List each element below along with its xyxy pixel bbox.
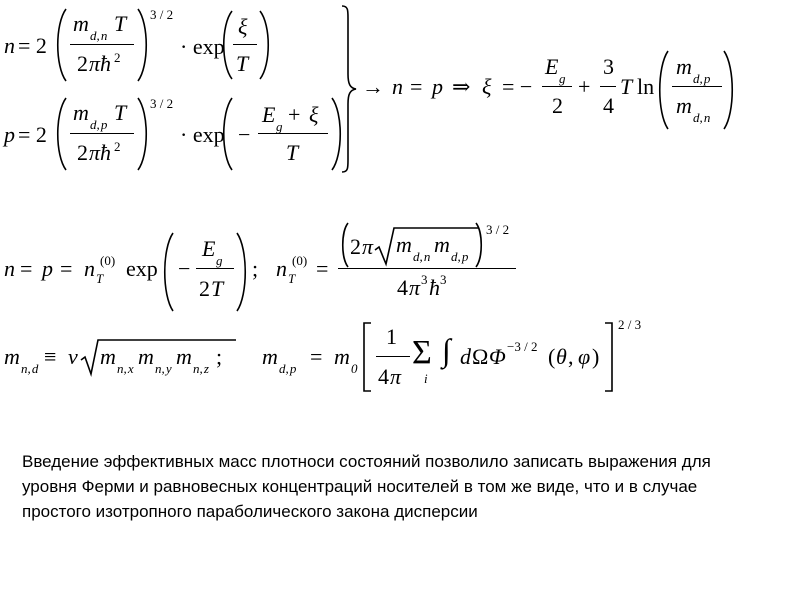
right-paren <box>235 232 249 312</box>
left-paren <box>161 232 175 312</box>
right-paren <box>722 50 736 130</box>
right-bracket <box>604 322 614 392</box>
right-paren <box>136 97 150 171</box>
caption-text: Введение эффективных масс плотноси состояний позволило записать выражения для уровня Ферми и равновесных концентраций носителей в том же виде, что и в случае простого изотропного параболического закона дисперсии <box>22 452 711 521</box>
left-paren <box>54 97 68 171</box>
right-paren <box>136 8 150 82</box>
left-paren <box>54 8 68 82</box>
left-paren <box>220 97 234 171</box>
left-paren <box>220 10 234 80</box>
right-brace <box>340 4 360 174</box>
left-bracket <box>362 322 372 392</box>
left-paren <box>340 222 350 268</box>
right-paren <box>474 222 484 268</box>
right-paren <box>258 10 272 80</box>
left-paren <box>656 50 670 130</box>
